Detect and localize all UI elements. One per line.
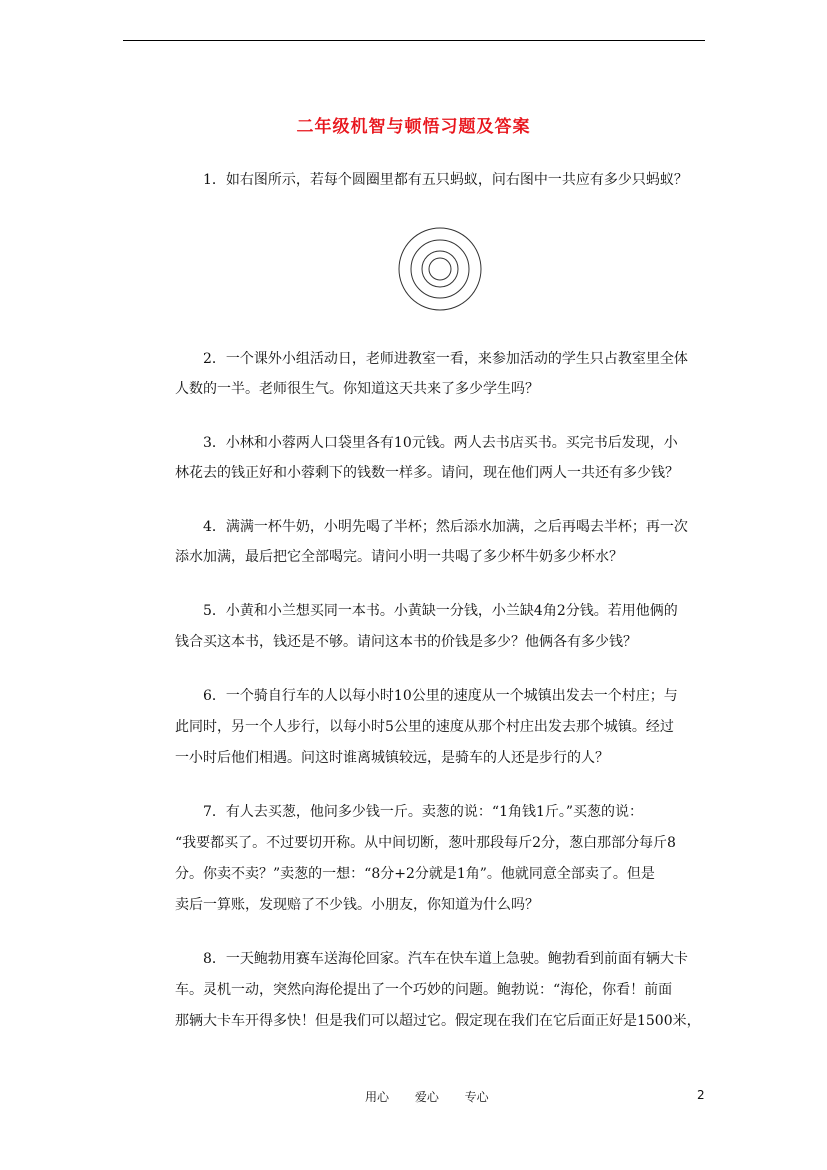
question-8-line-1: 8．一天鲍勃用赛车送海伦回家。汽车在快车道上急驶。鲍勃看到前面有辆大卡 xyxy=(203,951,688,967)
footer-slogan: 用心 爱心 专心 xyxy=(365,1090,489,1104)
question-7-line-4: 卖后一算账，发现赔了不少钱。小朋友，你知道为什么吗？ xyxy=(175,897,539,913)
question-3-line-1: 3．小林和小蓉两人口袋里各有10元钱。两人去书店买书。买完书后发现，小 xyxy=(203,435,678,451)
header-rule xyxy=(123,40,705,41)
page-number: 2 xyxy=(697,1088,705,1102)
question-4-line-2: 添水加满，最后把它全部喝完。请问小明一共喝了多少杯牛奶多少杯水？ xyxy=(175,549,623,565)
question-7-line-3: 分。你卖不卖？”卖葱的一想：“8分+2分就是1角”。他就同意全部卖了。但是 xyxy=(175,866,655,882)
question-6-line-1: 6．一个骑自行车的人以每小时10公里的速度从一个城镇出发去一个村庄；与 xyxy=(203,688,678,704)
question-2-line-1: 2．一个课外小组活动日，老师进教室一看，来参加活动的学生只占教室里全体 xyxy=(203,351,688,367)
question-5-line-1: 5．小黄和小兰想买同一本书。小黄缺一分钱，小兰缺4角2分钱。若用他俩的 xyxy=(203,603,678,619)
question-5-line-2: 钱合买这本书，钱还是不够。请问这本书的价钱是多少？他俩各有多少钱？ xyxy=(175,634,637,650)
question-7-line-1: 7．有人去买葱，他问多少钱一斤。卖葱的说：“1角钱1斤。”买葱的说： xyxy=(203,804,644,820)
question-8-line-3: 那辆大卡车开得多快！但是我们可以超过它。假定现在我们在它后面正好是1500米， xyxy=(175,1013,701,1029)
question-6-line-3: 一小时后他们相遇。问这时谁离城镇较远，是骑车的人还是步行的人？ xyxy=(175,750,609,766)
question-4-line-1: 4．满满一杯牛奶，小明先喝了半杯；然后添水加满，之后再喝去半杯；再一次 xyxy=(203,519,688,535)
question-3-line-2: 林花去的钱正好和小蓉剩下的钱数一样多。请问，现在他们两人一共还有多少钱？ xyxy=(175,465,679,481)
question-7-line-2: “我要都买了。不过要切开称。从中间切断，葱叶那段每斤2分，葱白那部分每斤8 xyxy=(175,835,676,851)
question-1-line-1: 1．如右图所示，若每个圆圈里都有五只蚂蚁，问右图中一共应有多少只蚂蚁？ xyxy=(203,172,688,188)
page-title: 二年级机智与顿悟习题及答案 xyxy=(296,117,531,137)
question-8-line-2: 车。灵机一动，突然向海伦提出了一个巧妙的问题。鲍勃说：“海伦，你看！前面 xyxy=(175,982,673,998)
concentric-circles-figure xyxy=(397,226,483,312)
question-6-line-2: 此同时，另一个人步行，以每小时5公里的速度从那个村庄出发去那个城镇。经过 xyxy=(175,719,674,735)
question-2-line-2: 人数的一半。老师很生气。你知道这天共来了多少学生吗？ xyxy=(175,381,539,397)
